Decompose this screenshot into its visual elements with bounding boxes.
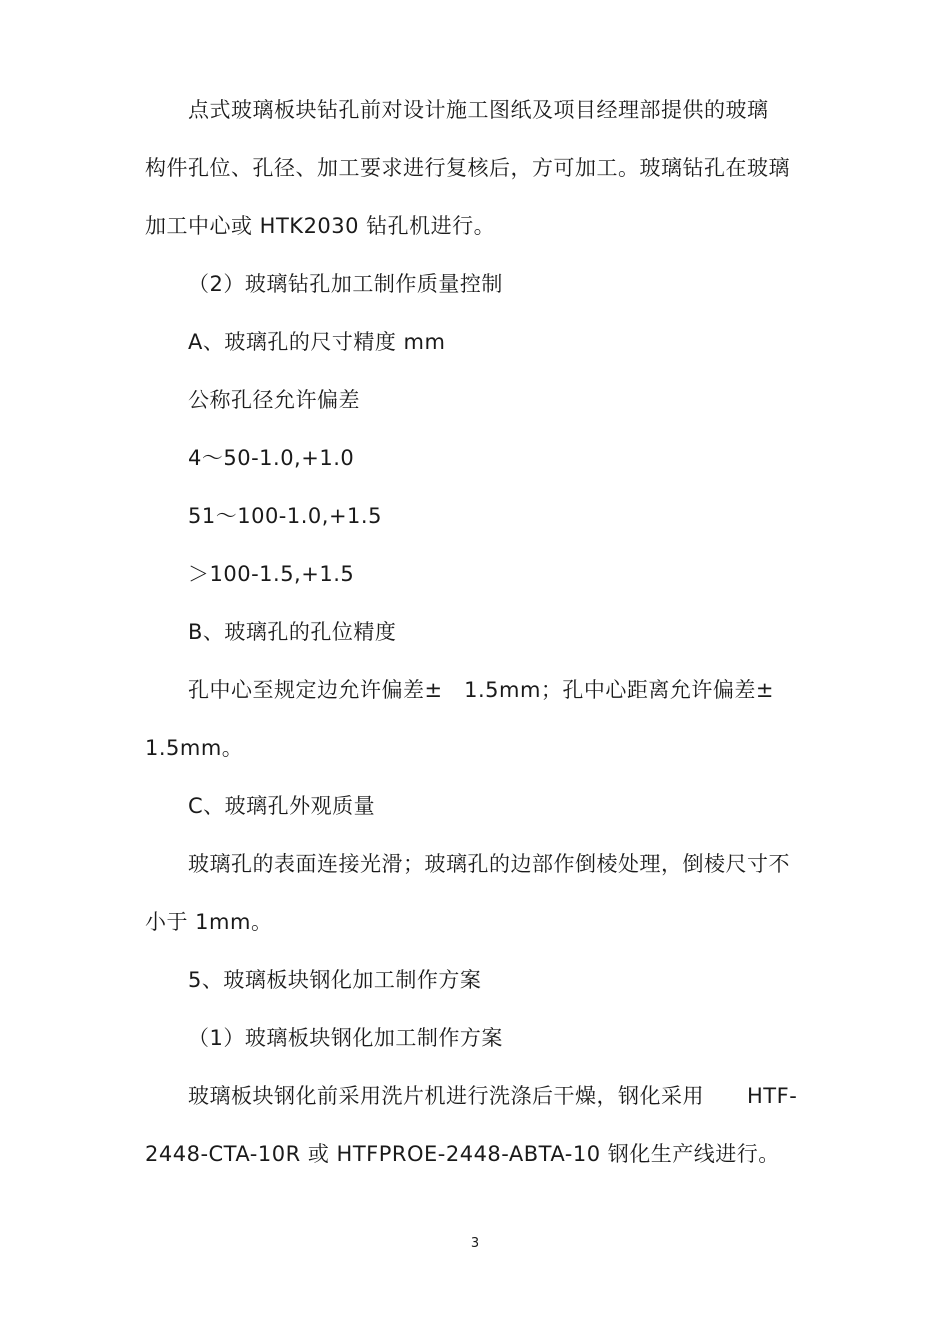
subsection-heading: A、玻璃孔的尺寸精度 mm [188,330,446,354]
paragraph-line: 小于 1mm。 [145,910,273,934]
paragraph-line: 玻璃孔的表面连接光滑；玻璃孔的边部作倒棱处理，倒棱尺寸不 [188,852,790,876]
section-heading: （2）玻璃钻孔加工制作质量控制 [188,272,503,296]
section-heading: 5、玻璃板块钢化加工制作方案 [188,968,482,992]
paragraph-line: 加工中心或 HTK2030 钻孔机进行。 [145,214,496,238]
tolerance-row: 51～100-1.0,+1.5 [188,504,382,528]
paragraph-line: 1.5mm。 [145,736,244,760]
paragraph-line: 点式玻璃板块钻孔前对设计施工图纸及项目经理部提供的玻璃 [188,98,769,122]
tolerance-row: ＞100-1.5,+1.5 [188,562,355,586]
paragraph-line: 2448-CTA-10R 或 HTFPROE-2448-ABTA-10 钢化生产线进行。 [145,1142,780,1166]
tolerance-row: 4～50-1.0,+1.0 [188,446,355,470]
paragraph-line: 玻璃板块钢化前采用洗片机进行洗涤后干燥，钢化采用 HTF- [188,1084,798,1108]
table-header-line: 公称孔径允许偏差 [188,388,360,412]
subsection-heading: B、玻璃孔的孔位精度 [188,620,397,644]
section-heading: （1）玻璃板块钢化加工制作方案 [188,1026,503,1050]
paragraph-line: 孔中心至规定边允许偏差± 1.5mm；孔中心距离允许偏差± [188,678,774,702]
paragraph-line: 构件孔位、孔径、加工要求进行复核后，方可加工。玻璃钻孔在玻璃 [145,156,790,180]
subsection-heading: C、玻璃孔外观质量 [188,794,376,818]
page-number: 3 [470,1236,480,1251]
